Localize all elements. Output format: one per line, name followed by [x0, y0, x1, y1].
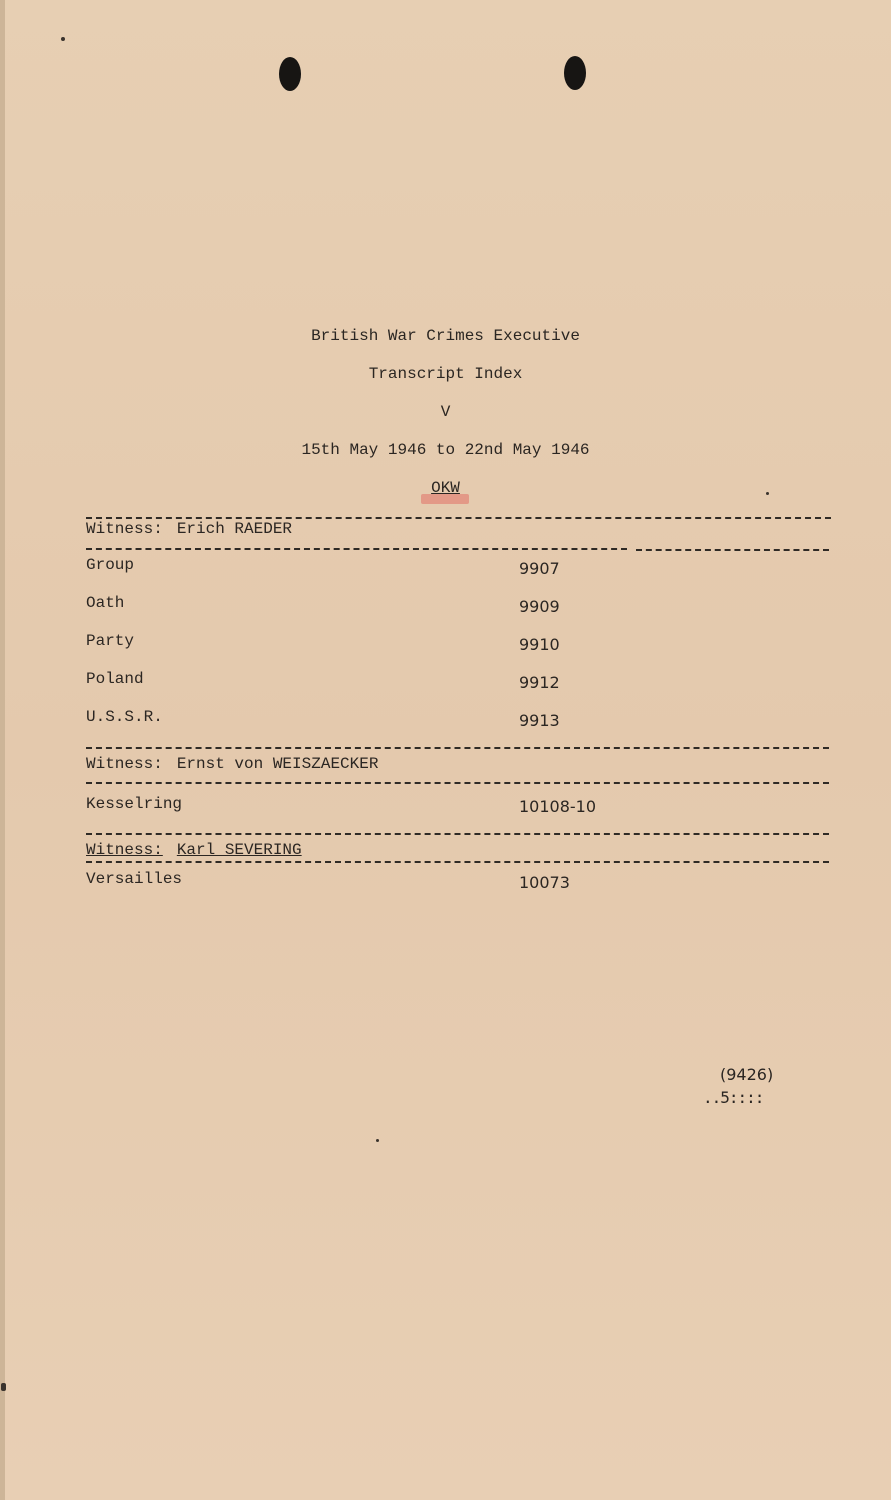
- divider: [86, 861, 829, 863]
- index-subject: Versailles: [86, 870, 183, 888]
- divider: [86, 548, 627, 550]
- divider: [636, 549, 829, 551]
- paper-speck: [1, 1383, 6, 1391]
- index-subject: Poland: [86, 670, 144, 688]
- index-subject: Kesselring: [86, 795, 183, 813]
- index-page: 10073: [519, 873, 570, 892]
- witness-name: Ernst von WEISZAECKER: [176, 755, 379, 773]
- witness-heading: [86, 520, 292, 538]
- witness-label: Witness:: [86, 755, 163, 773]
- index-page: 10108-10: [519, 797, 597, 816]
- reference-number: (9426): [720, 1065, 774, 1084]
- index-page: 9910: [519, 635, 560, 654]
- witness-label: Witness:: [86, 841, 163, 859]
- index-page: 9907: [519, 559, 560, 578]
- okw-tag: OKW: [431, 479, 460, 497]
- witness-name: Karl SEVERING: [176, 841, 302, 859]
- divider: [86, 517, 831, 519]
- punch-hole-right: [564, 56, 586, 90]
- doc-title: Transcript Index: [368, 365, 523, 383]
- page-mark: ..5::::: [703, 1088, 764, 1107]
- divider: [86, 747, 829, 749]
- index-page: 9912: [519, 673, 560, 692]
- paper-speck: [61, 37, 65, 41]
- index-subject: Party: [86, 632, 135, 650]
- witness-name: Erich RAEDER: [176, 520, 293, 538]
- paper-speck: [376, 1139, 379, 1142]
- date-range: 15th May 1946 to 22nd May 1946: [301, 441, 590, 459]
- divider: [86, 782, 829, 784]
- witness-label: Witness:: [86, 520, 163, 538]
- divider: [86, 833, 829, 835]
- index-subject: Oath: [86, 594, 125, 612]
- index-page: 9909: [519, 597, 560, 616]
- index-page: 9913: [519, 711, 560, 730]
- volume-number: V: [440, 403, 451, 421]
- org-title: British War Crimes Executive: [311, 327, 580, 345]
- witness-heading: [86, 755, 378, 773]
- paper-speck: [766, 492, 769, 495]
- paper-edge: [0, 0, 5, 1500]
- index-subject: Group: [86, 556, 135, 574]
- index-subject: U.S.S.R.: [86, 708, 163, 726]
- punch-hole-left: [279, 57, 301, 91]
- witness-heading: [86, 841, 302, 859]
